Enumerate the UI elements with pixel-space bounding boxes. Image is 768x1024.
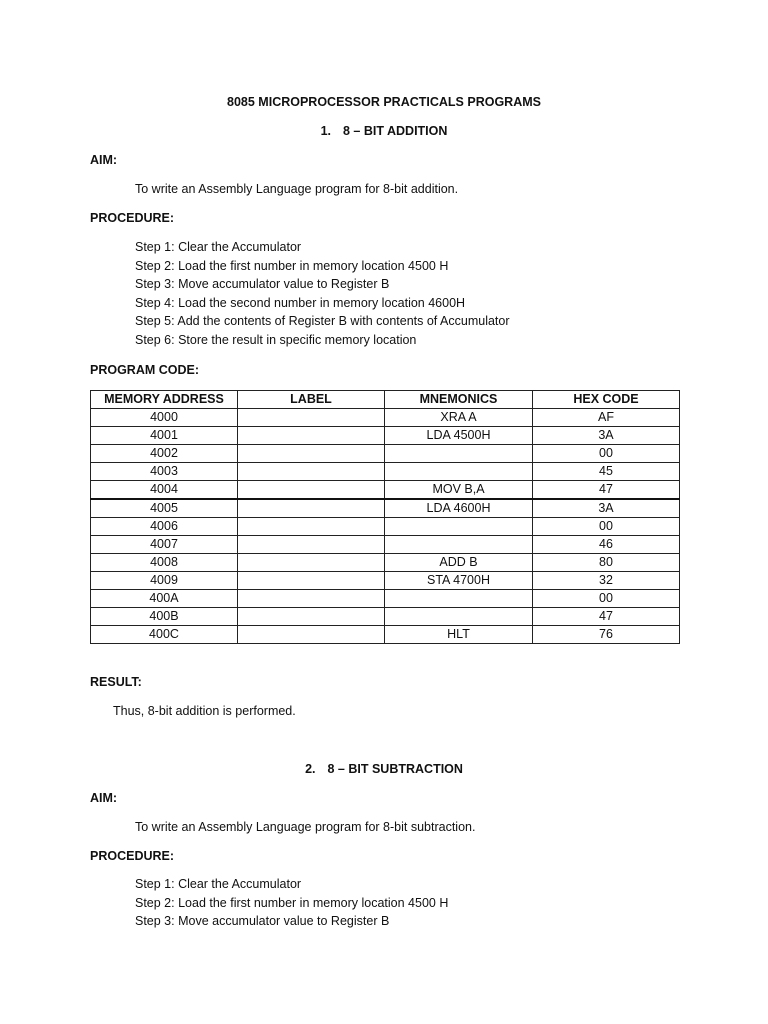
cell-hex-code: 00 bbox=[533, 518, 680, 536]
cell-hex-code: 00 bbox=[533, 445, 680, 463]
section-1-heading bbox=[0, 124, 768, 138]
cell-label bbox=[238, 554, 385, 572]
cell-memory-address: 4009 bbox=[91, 572, 238, 590]
cell-mnemonic: ADD B bbox=[385, 554, 533, 572]
cell-mnemonic bbox=[385, 445, 533, 463]
header-mnemonics: MNEMONICS bbox=[385, 391, 533, 409]
cell-memory-address: 400A bbox=[91, 590, 238, 608]
header-label: LABEL bbox=[238, 391, 385, 409]
step-item: Step 3: Move accumulator value to Register B bbox=[135, 277, 390, 292]
section-2-aim-text: To write an Assembly Language program for 8-bit subtraction. bbox=[135, 820, 476, 834]
cell-mnemonic: XRA A bbox=[385, 409, 533, 427]
result-label: RESULT: bbox=[90, 675, 142, 689]
table-row bbox=[91, 445, 680, 463]
cell-mnemonic bbox=[385, 608, 533, 626]
document-title: 8085 MICROPROCESSOR PRACTICALS PROGRAMS bbox=[227, 95, 541, 109]
cell-label bbox=[238, 499, 385, 518]
step-item: Step 5: Add the contents of Register B with contents of Accumulator bbox=[135, 314, 510, 329]
cell-label bbox=[238, 481, 385, 500]
cell-label bbox=[238, 463, 385, 481]
cell-label bbox=[238, 536, 385, 554]
step-item: Step 3: Move accumulator value to Register B bbox=[135, 914, 390, 929]
cell-hex-code: AF bbox=[533, 409, 680, 427]
table-row bbox=[91, 463, 680, 481]
cell-mnemonic: HLT bbox=[385, 626, 533, 644]
cell-mnemonic bbox=[385, 463, 533, 481]
cell-hex-code: 3A bbox=[533, 499, 680, 518]
section-2-heading-text: 8 – BIT SUBTRACTION bbox=[327, 762, 463, 776]
section-1-aim-label: AIM: bbox=[90, 153, 118, 167]
table-row bbox=[91, 481, 680, 500]
cell-hex-code: 32 bbox=[533, 572, 680, 590]
cell-memory-address: 4008 bbox=[91, 554, 238, 572]
cell-label bbox=[238, 427, 385, 445]
program-code-table bbox=[90, 390, 680, 644]
cell-hex-code: 00 bbox=[533, 590, 680, 608]
result-text: Thus, 8-bit addition is performed. bbox=[113, 704, 296, 718]
cell-hex-code: 3A bbox=[533, 427, 680, 445]
cell-memory-address: 4002 bbox=[91, 445, 238, 463]
cell-mnemonic: LDA 4500H bbox=[385, 427, 533, 445]
table-header-row bbox=[91, 391, 680, 409]
section-1-steps bbox=[135, 238, 510, 350]
cell-hex-code: 47 bbox=[533, 608, 680, 626]
cell-label bbox=[238, 590, 385, 608]
cell-memory-address: 4003 bbox=[91, 463, 238, 481]
step-item: Step 1: Clear the Accumulator bbox=[135, 240, 302, 254]
table-row bbox=[91, 536, 680, 554]
table-row bbox=[91, 608, 680, 626]
cell-memory-address: 4000 bbox=[91, 409, 238, 427]
step-item: Step 4: Load the second number in memory location 4600H bbox=[135, 295, 466, 310]
cell-memory-address: 400B bbox=[91, 608, 238, 626]
section-1-number: 1. bbox=[320, 124, 331, 138]
cell-hex-code: 76 bbox=[533, 626, 680, 644]
section-2-procedure-label: PROCEDURE: bbox=[90, 849, 175, 863]
header-hex-code: HEX CODE bbox=[533, 391, 680, 409]
section-2-heading bbox=[0, 762, 768, 776]
section-1-heading-text: 8 – BIT ADDITION bbox=[343, 124, 448, 138]
cell-mnemonic: LDA 4600H bbox=[385, 499, 533, 518]
section-1-aim-text: To write an Assembly Language program for 8-bit addition. bbox=[135, 182, 459, 196]
cell-memory-address: 4005 bbox=[91, 499, 238, 518]
table-row bbox=[91, 499, 680, 518]
step-item: Step 2: Load the first number in memory location 4500 H bbox=[135, 258, 449, 273]
cell-label bbox=[238, 445, 385, 463]
cell-mnemonic bbox=[385, 536, 533, 554]
cell-label bbox=[238, 626, 385, 644]
program-code-label: PROGRAM CODE: bbox=[90, 363, 200, 377]
cell-memory-address: 4007 bbox=[91, 536, 238, 554]
cell-label bbox=[238, 608, 385, 626]
cell-mnemonic bbox=[385, 518, 533, 536]
cell-mnemonic bbox=[385, 590, 533, 608]
cell-label bbox=[238, 572, 385, 590]
table-row bbox=[91, 409, 680, 427]
cell-mnemonic: MOV B,A bbox=[385, 481, 533, 500]
table-row bbox=[91, 518, 680, 536]
section-2-steps bbox=[135, 875, 448, 931]
table-row bbox=[91, 427, 680, 445]
cell-hex-code: 80 bbox=[533, 554, 680, 572]
cell-memory-address: 4004 bbox=[91, 481, 238, 500]
table-row bbox=[91, 626, 680, 644]
section-1-procedure-label: PROCEDURE: bbox=[90, 211, 175, 225]
table-row bbox=[91, 590, 680, 608]
cell-hex-code: 46 bbox=[533, 536, 680, 554]
section-2-number: 2. bbox=[305, 762, 316, 776]
step-item: Step 6: Store the result in specific memory location bbox=[135, 332, 417, 347]
cell-memory-address: 4001 bbox=[91, 427, 238, 445]
cell-label bbox=[238, 409, 385, 427]
cell-label bbox=[238, 518, 385, 536]
step-item: Step 2: Load the first number in memory location 4500 H bbox=[135, 895, 449, 910]
table-row bbox=[91, 572, 680, 590]
cell-hex-code: 47 bbox=[533, 481, 680, 500]
section-2-aim-label: AIM: bbox=[90, 791, 118, 805]
cell-hex-code: 45 bbox=[533, 463, 680, 481]
table-body bbox=[91, 409, 680, 644]
step-item: Step 1: Clear the Accumulator bbox=[135, 877, 302, 891]
cell-memory-address: 400C bbox=[91, 626, 238, 644]
cell-memory-address: 4006 bbox=[91, 518, 238, 536]
header-memory-address: MEMORY ADDRESS bbox=[91, 391, 238, 409]
table-row bbox=[91, 554, 680, 572]
cell-mnemonic: STA 4700H bbox=[385, 572, 533, 590]
